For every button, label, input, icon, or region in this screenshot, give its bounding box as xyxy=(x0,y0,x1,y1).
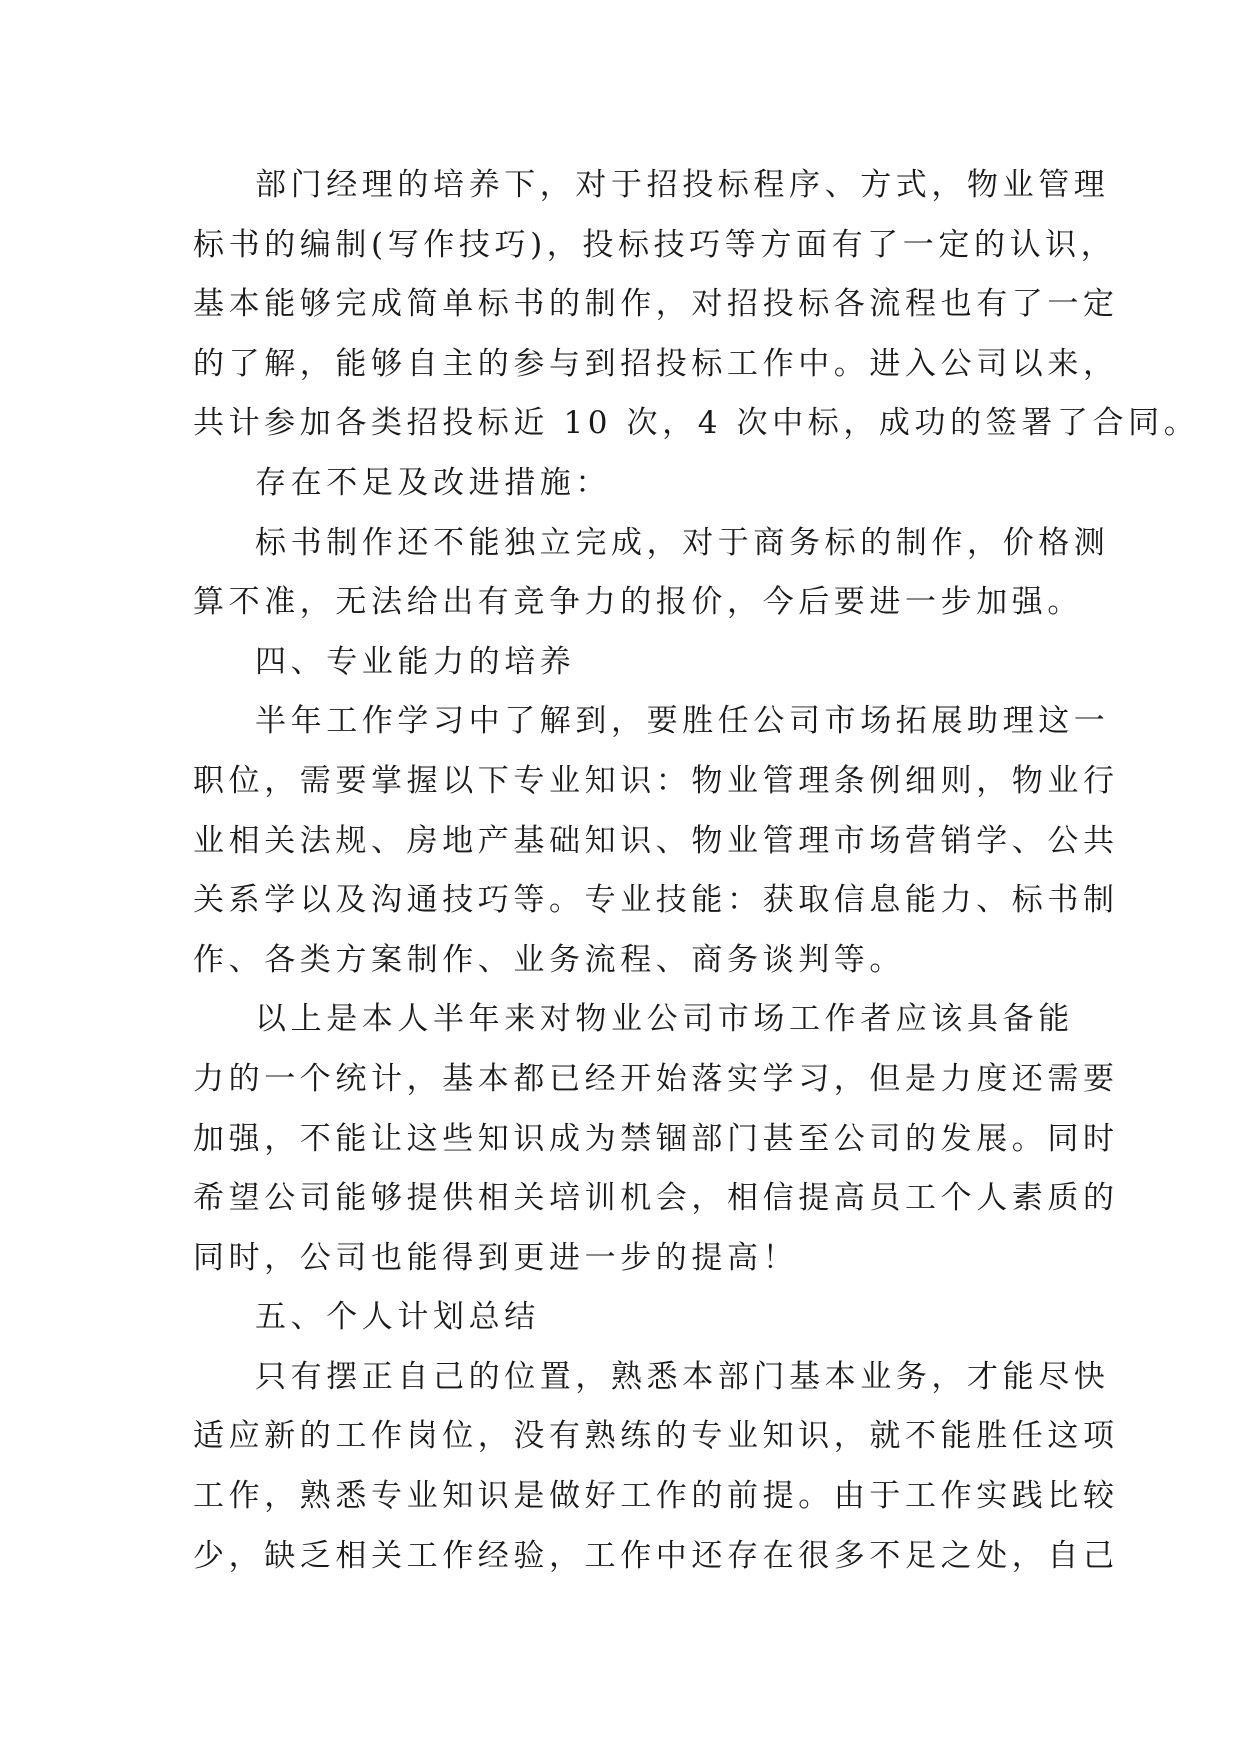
text-line: 工作，熟悉专业知识是做好工作的前提。由于工作实践比较 xyxy=(193,1478,1119,1515)
text-line: 以上是本人半年来对物业公司市场工作者应该具备能 xyxy=(255,1001,1074,1038)
text-line: 同时，公司也能得到更进一步的提高！ xyxy=(193,1239,799,1276)
text-line: 的了解，能够自主的参与到招投标工作中。进入公司以来， xyxy=(193,345,1119,382)
text-line: 基本能够完成简单标书的制作，对招投标各流程也有了一定 xyxy=(193,286,1119,323)
text-line: 算不准，无法给出有竞争力的报价，今后要进一步加强。 xyxy=(193,584,1083,621)
text-line: 少，缺乏相关工作经验，工作中还存在很多不足之处，自己 xyxy=(193,1537,1119,1574)
text-line: 五、个人计划总结 xyxy=(255,1299,540,1336)
text-line: 半年工作学习中了解到，要胜任公司市场拓展助理这一 xyxy=(255,703,1110,740)
text-line: 存在不足及改进措施： xyxy=(255,464,611,501)
text-line: 部门经理的培养下，对于招投标程序、方式，物业管理 xyxy=(255,167,1110,203)
text-line: 标书制作还不能独立完成，对于商务标的制作，价格测 xyxy=(255,524,1110,561)
text-line: 力的一个统计，基本都已经开始落实学习，但是力度还需要 xyxy=(193,1060,1119,1097)
text-line: 职位，需要掌握以下专业知识：物业管理条例细则，物业行 xyxy=(193,762,1119,799)
text-line: 关系学以及沟通技巧等。专业技能：获取信息能力、标书制 xyxy=(193,882,1119,919)
text-line: 适应新的工作岗位，没有熟练的专业知识，就不能胜任这项 xyxy=(193,1418,1119,1455)
text-line: 加强，不能让这些知识成为禁锢部门甚至公司的发展。同时 xyxy=(193,1120,1119,1157)
text-line: 共计参加各类招投标近 10 次，4 次中标，成功的签署了合同。 xyxy=(193,405,1200,442)
text-line: 四、专业能力的培养 xyxy=(255,643,576,680)
document-body xyxy=(193,156,1200,1586)
text-line: 作、各类方案制作、业务流程、商务谈判等。 xyxy=(193,941,905,978)
text-line: 标书的编制(写作技巧)，投标技巧等方面有了一定的认识， xyxy=(193,226,1117,263)
text-line: 只有摆正自己的位置，熟悉本部门基本业务，才能尽快 xyxy=(255,1358,1110,1395)
text-line: 业相关法规、房地产基础知识、物业管理市场营销学、公共 xyxy=(193,822,1119,859)
text-line: 希望公司能够提供相关培训机会，相信提高员工个人素质的 xyxy=(193,1180,1119,1217)
